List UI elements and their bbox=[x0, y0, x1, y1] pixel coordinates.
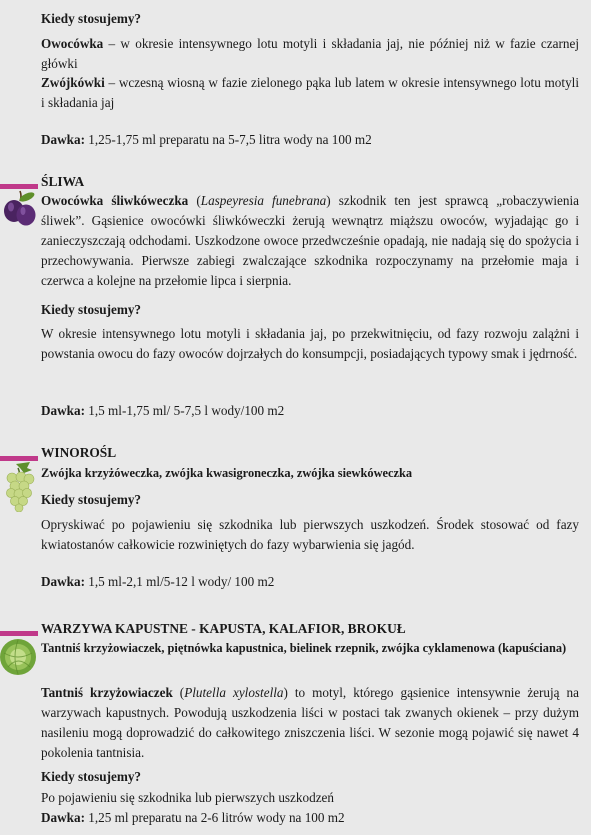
zwojkowki-text: – wczesną wiosną w fazie zielonego pąka lub latem w okresie intensywnego lotu motyli i składania jaj bbox=[41, 75, 579, 110]
dose-label: Dawka: bbox=[41, 574, 85, 589]
pest-name: Owocówka śliwkóweczka bbox=[41, 193, 189, 208]
sliwa-description: Owocówka śliwkóweczka (Laspeyresia funebrana) szkodnik ten jest sprawcą „robaczywienia śliwek”. Gąsienice owocówki śliwkóweczki żerują wewnątrz miąższu owoców, wyjadając go i zanieczyszczają odchodami. Uszkodzone owoce przedwcześnie opadają, nie nadają się do spożycia i przechowywania. Pierwsze zabiegi zwalczające szkodnika rozpoczynamy na przełomie maja i czerwca a kolejne na przełomie lipca i sierpnia. bbox=[41, 193, 579, 288]
dose-value: 1,5 ml-2,1 ml/5-12 l wody/ 100 m2 bbox=[84, 574, 275, 589]
when-text-winorosl: Opryskiwać po pojawieniu się szkodnika lub pierwszych uszkodzeń. Środek stosować od fazy kwiatostanów całkowicie rozwiniętych do fazy wybarwienia się jagód. bbox=[41, 517, 579, 552]
pests-winorosl: Zwójka krzyżóweczka, zwójka kwasigroneczka, zwójka siewkóweczka bbox=[41, 466, 413, 480]
cabbage-icon bbox=[0, 635, 40, 679]
dose-value: 1,25-1,75 ml preparatu na 5-7,5 litra wody na 100 m2 bbox=[84, 132, 372, 147]
when-text-kapustne: Po pojawieniu się szkodnika lub pierwszych uszkodzeń bbox=[41, 790, 334, 805]
zwojkowki-label: Zwójkówki bbox=[41, 75, 105, 90]
when-heading-top: Kiedy stosujemy? bbox=[41, 11, 142, 26]
pests-kapustne: Tantniś krzyżowiaczek, piętnówka kapustnica, bielinek rzepnik, zwójka cyklamenowa (kapuściana) bbox=[41, 641, 567, 655]
zwojkowki-paragraph bbox=[41, 73, 579, 113]
pest-name: Tantniś krzyżowiaczek bbox=[41, 685, 173, 700]
latin-name: Plutella xylostella bbox=[184, 685, 284, 700]
section-heading-kapustne: WARZYWA KAPUSTNE - KAPUSTA, KALAFIOR, BROKUŁ bbox=[41, 621, 406, 636]
dose-label: Dawka: bbox=[41, 810, 85, 825]
description-text: ) to motyl, którego gąsienice intensywnie żerują na warzywach kapustnych. Powodują uszkodzenia liści w postaci tak zwanych okienek – przy dużym nasileniu mogą doprowadzić do całkowitego zniszczenia liści. W sezonie mogą pojawić się nawet 4 pokolenia tantnisia. bbox=[41, 685, 579, 760]
dose-sliwa bbox=[41, 401, 579, 421]
description-text: ) szkodnik ten jest sprawcą „robaczywienia śliwek”. Gąsienice owocówki śliwkóweczki żerują wewnątrz miąższu owoców, wyjadając go i zanieczyszczają odchodami. Uszkodzone owoce przedwcześnie opadają, nie nadają się do spożycia i przechowywania. Pierwsze zabiegi zwalczające szkodnika rozpoczynamy na przełomie maja i czerwca a kolejne na przełomie lipca i sierpnia. bbox=[41, 193, 579, 288]
owocowka-paragraph bbox=[41, 34, 579, 74]
dose-winorosl bbox=[41, 572, 579, 592]
section-heading-sliwa: ŚLIWA bbox=[41, 174, 85, 189]
dose-top bbox=[41, 130, 579, 150]
plum-icon bbox=[0, 187, 40, 231]
owocowka-text: – w okresie intensywnego lotu motyli i składania jaj, nie później niż w fazie czarnej główki bbox=[41, 36, 579, 71]
dose-label: Dawka: bbox=[41, 403, 85, 418]
when-heading-winorosl: Kiedy stosujemy? bbox=[41, 492, 142, 507]
kapustne-description: Tantniś krzyżowiaczek (Plutella xylostella) to motyl, którego gąsienice intensywnie żerują na warzywach kapustnych. Powodują uszkodzenia liści w postaci tak zwanych okienek – przy dużym nasileniu mogą doprowadzić do całkowitego zniszczenia liści. W sezonie mogą pojawić się nawet 4 pokolenia tantnisia. bbox=[41, 685, 579, 760]
section-heading-winorosl: WINOROŚL bbox=[41, 445, 117, 460]
dose-value: 1,25 ml preparatu na 2-6 litrów wody na 100 m2 bbox=[84, 810, 345, 825]
latin-name: Laspeyresia funebrana bbox=[200, 193, 327, 208]
when-heading-sliwa: Kiedy stosujemy? bbox=[41, 302, 142, 317]
when-text-sliwa: W okresie intensywnego lotu motyli i składania jaj, po przekwitnięciu, od fazy rozwoju zalążni i powstania owocu do fazy owoców dojrzałych do konsumpcji, posiadających typowy smak i jędrność. bbox=[41, 326, 579, 361]
dose-value: 1,5 ml-1,75 ml/ 5-7,5 l wody/100 m2 bbox=[84, 403, 285, 418]
grape-icon bbox=[0, 460, 40, 512]
dose-label: Dawka: bbox=[41, 132, 85, 147]
owocowka-label: Owocówka bbox=[41, 36, 104, 51]
when-heading-kapustne: Kiedy stosujemy? bbox=[41, 769, 142, 784]
dose-kapustne bbox=[41, 808, 579, 828]
